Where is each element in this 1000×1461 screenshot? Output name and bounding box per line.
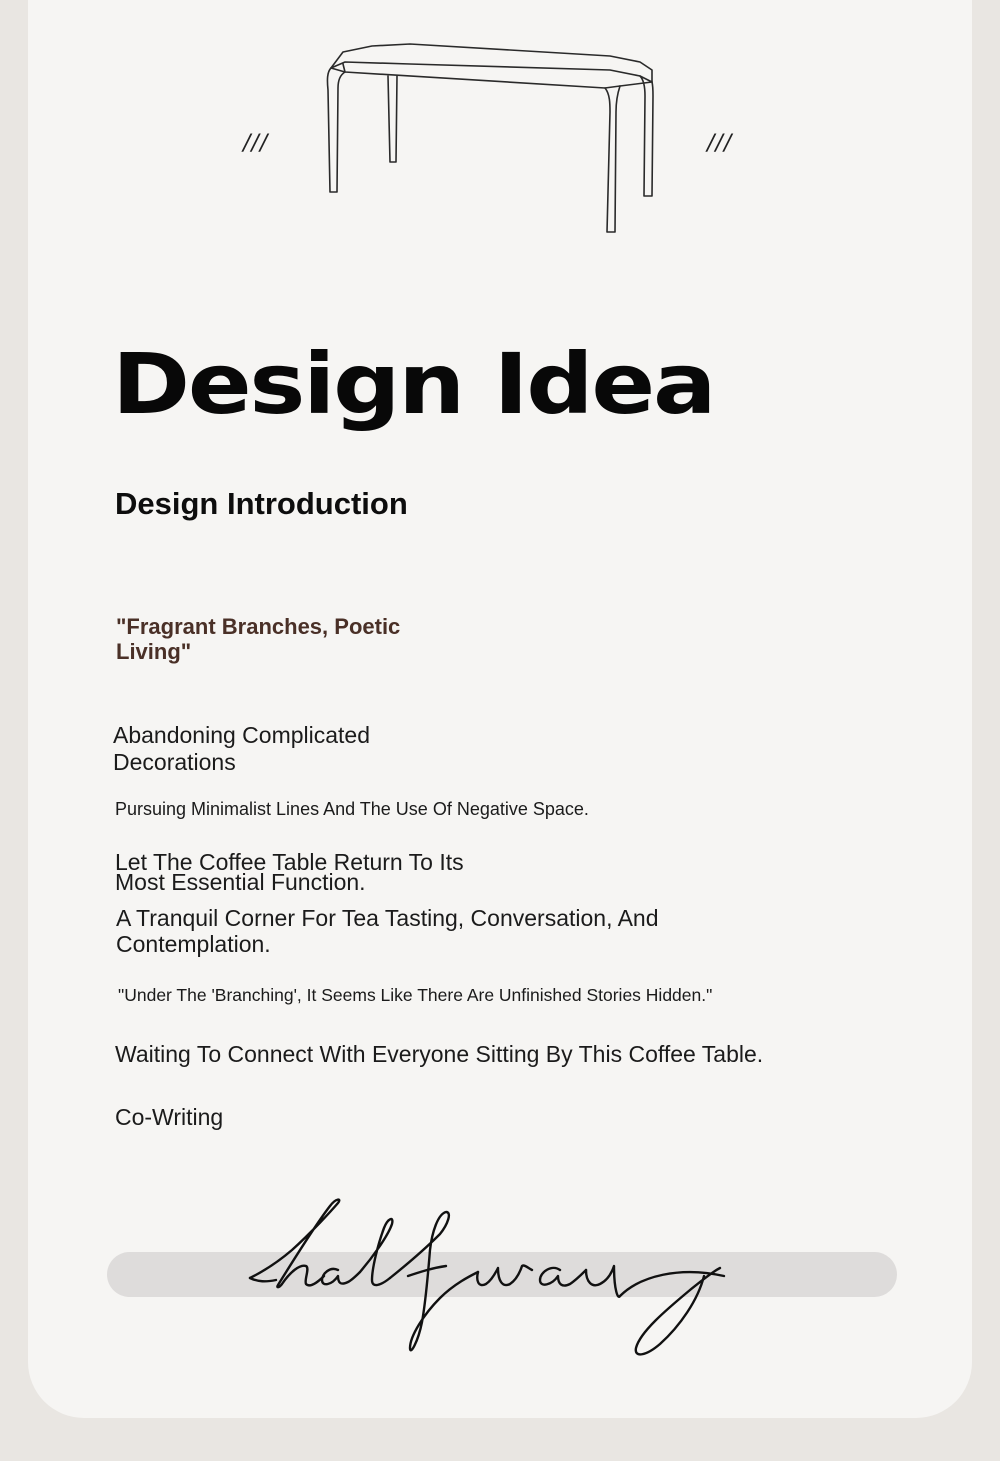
paragraph-3: Let The Coffee Table Return To Its Most Essential Function. (115, 849, 464, 895)
paragraph-6: Waiting To Connect With Everyone Sitting By This Coffee Table. (115, 1041, 764, 1067)
coffee-table-illustration (320, 38, 665, 238)
design-quote: "Fragrant Branches, Poetic Living" (116, 614, 401, 664)
decorative-slashes-left: /// (243, 131, 269, 156)
paragraph-2: Pursuing Minimalist Lines And The Use Of Negative Space. (115, 799, 589, 819)
section-subtitle: Design Introduction (115, 486, 408, 521)
decorative-slashes-right: /// (707, 131, 733, 156)
page-title: Design Idea (112, 335, 715, 433)
paragraph-5: "Under The 'Branching', It Seems Like There Are Unfinished Stories Hidden." (118, 985, 713, 1005)
halfway-signature (245, 1195, 735, 1365)
paragraph-1: Abandoning Complicated Decorations (113, 722, 371, 775)
paragraph-4: A Tranquil Corner For Tea Tasting, Conversation, And Contemplation. (116, 905, 659, 957)
paragraph-7: Co-Writing (115, 1104, 224, 1130)
